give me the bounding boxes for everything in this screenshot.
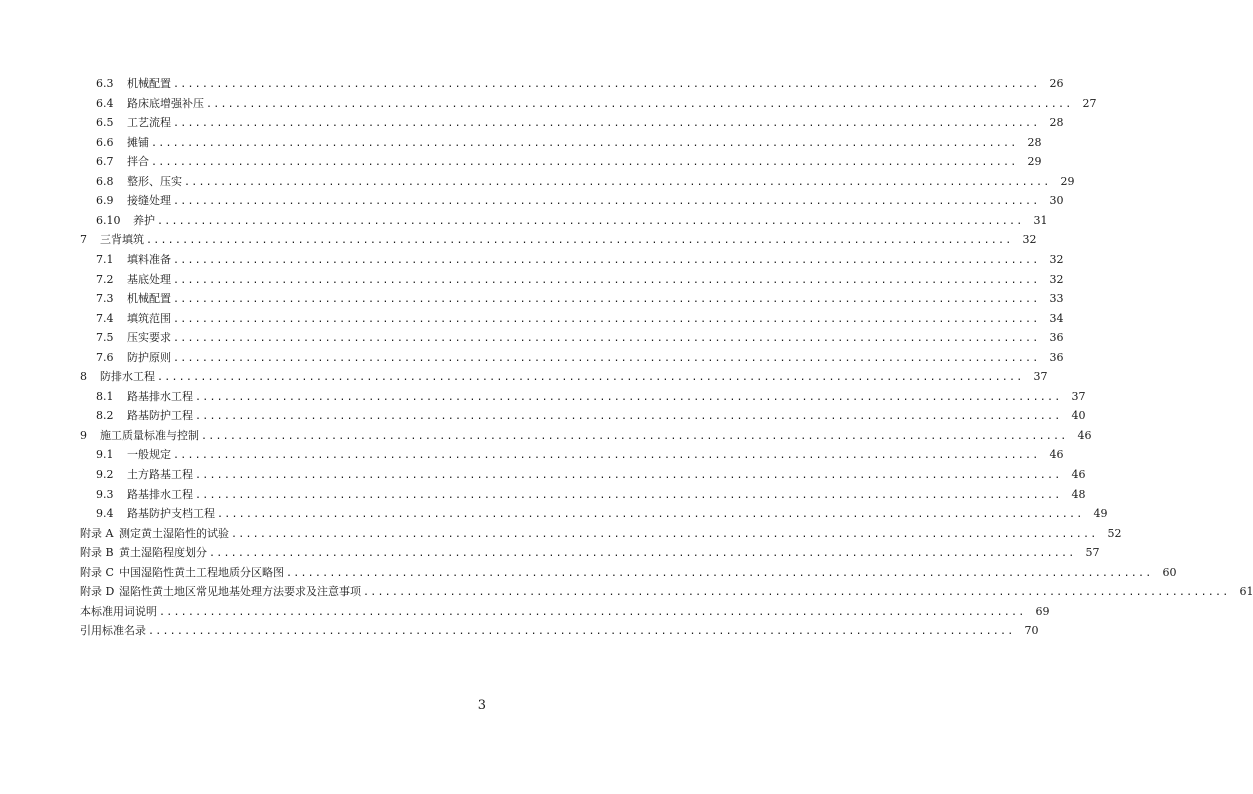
toc-entry-number: 7.4 — [96, 311, 114, 325]
toc-leader-dots: ........................................................................................................................ — [157, 372, 1024, 384]
toc-leader-dots: ........................................................................................................................ — [184, 176, 1051, 188]
toc-entry[interactable] — [96, 464, 1086, 482]
toc-entry[interactable] — [96, 484, 1086, 502]
toc-entry-number: 8 — [80, 370, 87, 384]
toc-entry-page: 28 — [1049, 116, 1064, 130]
toc-entry-title: 本标准用词说明 — [80, 604, 157, 618]
toc-leader-dots: ........................................................................................................................ — [195, 391, 1062, 403]
toc-entry-number: 9.4 — [96, 507, 114, 521]
toc-entry-page: 49 — [1093, 507, 1108, 521]
toc-entry[interactable] — [80, 601, 1050, 619]
toc-entry-title: 拌合 — [127, 155, 149, 169]
toc-leader-dots: ........................................................................................................................ — [173, 196, 1040, 208]
toc-leader-dots: ........................................................................................................................ — [151, 157, 1018, 169]
toc-entry-number: 7.2 — [96, 272, 114, 286]
toc-entry[interactable] — [96, 405, 1086, 423]
toc-entry-page: 37 — [1033, 370, 1048, 384]
toc-leader-dots: ........................................................................................................................ — [231, 528, 1098, 540]
toc-entry-title: 压实要求 — [127, 331, 171, 345]
toc-entry-title: 防护原则 — [127, 350, 171, 364]
toc-entry-title: 测定黄土湿陷性的试验 — [119, 526, 229, 540]
toc-entry-page: 57 — [1085, 546, 1100, 560]
toc-leader-dots: ........................................................................................................................ — [209, 548, 1076, 560]
toc-entry-number: 6.6 — [96, 135, 114, 149]
toc-entry-number: 6.10 — [96, 213, 121, 227]
toc-entry-title: 黄土湿陷程度划分 — [119, 546, 207, 560]
toc-entry-title: 整形、压实 — [127, 174, 182, 188]
toc-entry-page: 70 — [1024, 624, 1039, 638]
toc-entry-title: 三背填筑 — [100, 233, 144, 247]
toc-entry-title: 填筑范围 — [127, 311, 171, 325]
toc-leader-dots: ........................................................................................................................ — [195, 470, 1062, 481]
toc-entry-title: 机械配置 — [127, 292, 171, 306]
toc-entry-page: 46 — [1049, 448, 1064, 462]
toc-entry-number: 9.2 — [96, 468, 114, 481]
toc-entry-title: 路基排水工程 — [127, 487, 193, 501]
toc-entry-page: 60 — [1162, 565, 1177, 579]
toc-entry-page: 40 — [1071, 409, 1086, 423]
toc-entry-number: 7 — [80, 233, 87, 247]
toc-entry-title: 防排水工程 — [100, 370, 155, 384]
toc-entry-number: 8.1 — [96, 389, 114, 403]
toc-entry-page: 29 — [1060, 174, 1075, 188]
toc-entry-page: 36 — [1049, 350, 1064, 364]
toc-entry-title: 一般规定 — [127, 448, 171, 462]
toc-entry-number: 附录 D — [80, 585, 115, 599]
toc-entry[interactable] — [96, 93, 1097, 111]
toc-entry[interactable] — [80, 523, 1122, 541]
toc-leader-dots: ........................................................................................................................ — [151, 137, 1018, 149]
toc-entry-number: 6.4 — [96, 96, 114, 110]
toc-entry-title: 中国湿陷性黄土工程地质分区略图 — [119, 565, 284, 579]
toc-entry-number: 8.2 — [96, 409, 114, 423]
toc-leader-dots: ........................................................................................................................ — [217, 509, 1084, 521]
toc-entry-page: 31 — [1033, 213, 1048, 227]
toc-entry-page: 36 — [1049, 331, 1064, 345]
toc-leader-dots: ........................................................................................................................ — [195, 411, 1062, 423]
toc-entry-title: 引用标准名录 — [80, 624, 146, 638]
toc-entry-number: 附录 C — [80, 565, 114, 579]
toc-entry[interactable] — [96, 386, 1086, 404]
toc-entry-page: 30 — [1049, 194, 1064, 208]
toc-entry-title: 土方路基工程 — [127, 468, 193, 481]
toc-entry-title: 施工质量标准与控制 — [100, 428, 199, 442]
toc-leader-dots: ........................................................................................................................ — [173, 274, 1040, 286]
toc-entry-title: 养护 — [133, 213, 155, 227]
toc-entry[interactable] — [80, 229, 1037, 247]
toc-entry[interactable] — [96, 171, 1075, 189]
toc-entry-title: 湿陷性黄土地区常见地基处理方法要求及注意事项 — [119, 585, 361, 599]
toc-entry[interactable] — [96, 132, 1042, 150]
toc-entry-page: 34 — [1049, 311, 1064, 325]
toc-entry[interactable] — [80, 425, 1092, 443]
toc-leader-dots: ........................................................................................................................ — [286, 567, 1153, 579]
toc-leader-dots: ........................................................................................................................ — [206, 98, 1073, 110]
toc-entry-page: 26 — [1049, 77, 1064, 90]
toc-entry-page: 61 — [1239, 585, 1253, 599]
toc-entry-page: 32 — [1049, 252, 1064, 266]
toc-entry-number: 附录 A — [80, 526, 114, 540]
toc-entry-title: 填料准备 — [127, 252, 171, 266]
toc-leader-dots: ........................................................................................................................ — [363, 587, 1230, 599]
toc-entry[interactable] — [80, 562, 1177, 580]
toc-entry[interactable] — [96, 308, 1064, 326]
toc-entry[interactable] — [96, 503, 1108, 521]
toc-entry-page: 48 — [1071, 487, 1086, 501]
toc-entry[interactable] — [96, 210, 1048, 228]
toc-leader-dots: ........................................................................................................................ — [195, 489, 1062, 501]
toc-entry-page: 29 — [1027, 155, 1042, 169]
toc-entry-title: 接缝处理 — [127, 194, 171, 208]
toc-entry-number: 6.5 — [96, 116, 114, 130]
toc-entry-page: 27 — [1082, 96, 1097, 110]
toc-entry-number: 9.3 — [96, 487, 114, 501]
toc-entry-title: 基底处理 — [127, 272, 171, 286]
toc-entry[interactable] — [96, 288, 1064, 306]
toc-leader-dots: ........................................................................................................................ — [173, 333, 1040, 345]
toc-entry-number: 9.1 — [96, 448, 114, 462]
toc-entry-page: 32 — [1049, 272, 1064, 286]
toc-entry-page: 32 — [1022, 233, 1037, 247]
toc-entry-page: 28 — [1027, 135, 1042, 149]
toc-entry-number: 7.1 — [96, 252, 114, 266]
page-number: 3 — [477, 698, 486, 713]
toc-entry-title: 摊铺 — [127, 135, 149, 149]
toc-entry-title: 路床底增强补压 — [127, 96, 204, 110]
toc-entry[interactable] — [96, 347, 1064, 365]
toc-entry[interactable] — [96, 112, 1064, 130]
toc-leader-dots: ........................................................................................................................ — [157, 215, 1024, 227]
toc-entry-title: 路基排水工程 — [127, 389, 193, 403]
toc-entry-page: 46 — [1077, 428, 1092, 442]
toc-entry-page: 69 — [1035, 604, 1050, 618]
toc-entry-page: 46 — [1071, 468, 1086, 481]
toc-leader-dots: ........................................................................................................................ — [173, 118, 1040, 130]
toc-entry-number: 7.3 — [96, 292, 114, 306]
toc-entry-number: 6.8 — [96, 174, 114, 188]
toc-leader-dots: ........................................................................................................................ — [201, 430, 1068, 442]
toc-leader-dots: ........................................................................................................................ — [173, 294, 1040, 306]
toc-entry-title: 机械配置 — [127, 77, 171, 90]
toc-entry-number: 6.7 — [96, 155, 114, 169]
toc-entry[interactable] — [80, 620, 1039, 638]
toc-entry-page: 52 — [1107, 526, 1122, 540]
toc-entry-number: 7.5 — [96, 331, 114, 345]
toc-entry-number: 6.3 — [96, 77, 114, 90]
toc-entry-title: 工艺流程 — [127, 116, 171, 130]
toc-leader-dots: ........................................................................................................................ — [173, 254, 1040, 266]
toc-leader-dots: ........................................................................................................................ — [173, 313, 1040, 325]
toc-entry[interactable] — [96, 249, 1064, 267]
toc-leader-dots: ........................................................................................................................ — [173, 450, 1040, 462]
toc-entry-page: 33 — [1049, 292, 1064, 306]
toc-entry-title: 路基防护支档工程 — [127, 507, 215, 521]
toc-entry[interactable] — [96, 73, 1064, 91]
toc-entry-number: 9 — [80, 428, 87, 442]
toc-leader-dots: ........................................................................................................................ — [173, 352, 1040, 364]
toc-entry[interactable] — [96, 269, 1064, 287]
toc-entry[interactable] — [80, 366, 1048, 384]
toc-entry[interactable] — [96, 444, 1064, 462]
toc-entry[interactable] — [80, 542, 1100, 560]
toc-entry-title: 路基防护工程 — [127, 409, 193, 423]
toc-entry[interactable] — [96, 190, 1064, 208]
toc-entry[interactable] — [80, 581, 1253, 599]
toc-entry[interactable] — [96, 327, 1064, 345]
toc-entry-number: 附录 B — [80, 546, 114, 560]
toc-leader-dots: ........................................................................................................................ — [159, 606, 1026, 618]
toc-entry[interactable] — [96, 151, 1042, 169]
toc-leader-dots: ........................................................................................................................ — [173, 79, 1040, 90]
toc-entry-number: 6.9 — [96, 194, 114, 208]
toc-leader-dots: ........................................................................................................................ — [148, 626, 1015, 638]
toc-entry-number: 7.6 — [96, 350, 114, 364]
toc-leader-dots: ........................................................................................................................ — [146, 235, 1013, 247]
toc-entry-page: 37 — [1071, 389, 1086, 403]
